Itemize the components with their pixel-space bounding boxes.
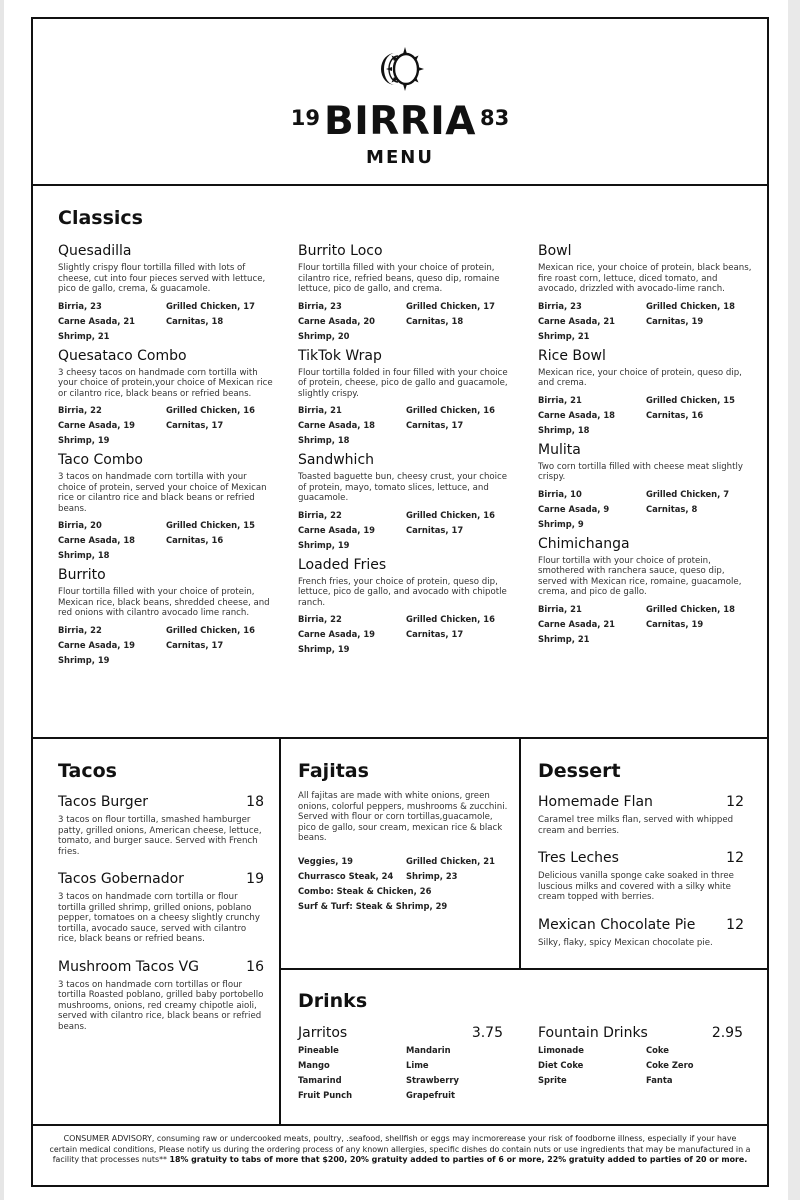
price-option: Carnitas, 17	[166, 639, 224, 650]
price-option: Combo: Steak & Chicken, 26	[298, 886, 432, 896]
price-option: Grilled Chicken, 16	[406, 614, 495, 624]
price-option: Carne Asada, 20	[298, 315, 376, 326]
item-header	[58, 958, 264, 976]
drink-flavor: Fanta	[646, 1075, 673, 1085]
tacos-list	[58, 793, 264, 1045]
drink-group-name: Jarritos	[298, 1025, 348, 1041]
drink-group-header	[298, 1024, 503, 1042]
sun-moon-icon	[373, 45, 429, 93]
classics-column	[538, 242, 753, 650]
price-option: Carne Asada, 19	[298, 629, 376, 639]
menu-subtitle: MENU	[366, 147, 434, 168]
item-name: Homemade Flan	[538, 794, 653, 810]
fajitas-prices	[298, 856, 516, 911]
price-option: Grilled Chicken, 21	[406, 856, 495, 866]
dessert-list	[538, 793, 744, 961]
item-name: Mexican Chocolate Pie	[538, 916, 696, 933]
item-name: Bowl	[538, 243, 572, 259]
price-option: Carne Asada, 21	[58, 315, 136, 326]
item-name: Taco Combo	[58, 452, 143, 468]
menu-item	[538, 441, 753, 529]
protein-prices	[298, 405, 513, 445]
price-option: Birria, 22	[298, 509, 342, 520]
page-edge-left	[0, 0, 4, 1200]
price-option: Carne Asada, 19	[58, 639, 136, 650]
item-description: Mexican rice, your choice of protein, queso dip, and crema.	[538, 367, 742, 388]
price-option: Carnitas, 19	[646, 315, 704, 326]
brand-name: BIRRIA	[324, 99, 476, 144]
drink-flavor: Grapefruit	[406, 1090, 455, 1100]
item-name: Tacos Burger	[58, 794, 149, 810]
item-description: Mexican rice, your choice of protein, black beans, fire roast corn, lettuce, diced tomato, and avocado, drizzled with avocado-lime ranch.	[538, 263, 752, 294]
menu-item	[538, 347, 753, 435]
price-option: Carnitas, 8	[646, 503, 698, 514]
item-name: Quesadilla	[58, 243, 132, 259]
drink-flavor: Sprite	[538, 1075, 567, 1085]
price-option: Birria, 20	[58, 520, 102, 530]
drink-flavor: Coke	[646, 1045, 669, 1055]
protein-prices	[58, 301, 273, 341]
drink-flavor: Diet Coke	[538, 1060, 584, 1070]
protein-prices	[538, 604, 753, 644]
item-name: Burrito Loco	[298, 243, 383, 259]
item-description: 3 tacos on flour tortilla, smashed hamburger patty, grilled onions, American cheese, lettuce, tomato, and burger sauce. Served with French fries.	[58, 815, 262, 857]
menu-page	[31, 17, 769, 1187]
item-price: 18	[246, 794, 264, 810]
price-option: Grilled Chicken, 7	[646, 488, 730, 499]
consumer-advisory	[33, 1126, 767, 1185]
price-option: Carne Asada, 21	[538, 315, 616, 326]
price-option: Carnitas, 18	[166, 315, 224, 326]
drink-group	[538, 1024, 743, 1085]
price-option: Grilled Chicken, 16	[406, 509, 495, 520]
price-option: Shrimp, 19	[298, 539, 350, 550]
tacos-section	[33, 739, 281, 1124]
price-option: Shrimp, 18	[58, 550, 110, 560]
price-option: Carnitas, 17	[406, 420, 464, 430]
item-name: Rice Bowl	[538, 347, 606, 364]
item-description: Toasted baguette bun, cheesy crust, your choice of protein, mayo, tomato slices, lettuce, and guacamole.	[298, 472, 508, 503]
price-option: Carne Asada, 9	[538, 503, 610, 514]
item-description: Flour tortilla filled with your choice of protein, Mexican rice, black beans, shredded cheese, and red onions with cilantro avocado lime ranch.	[58, 587, 270, 618]
section-title: Classics	[58, 207, 143, 229]
item-price: 19	[246, 871, 264, 887]
item-description: French fries, your choice of protein, queso dip, lettuce, pico de gallo, and avocado with chipotle ranch.	[298, 576, 507, 608]
menu-header	[33, 19, 767, 186]
protein-prices	[538, 395, 753, 435]
price-option: Grilled Chicken, 15	[646, 394, 735, 405]
item-price: 12	[726, 850, 744, 866]
lower-sections	[33, 739, 767, 1126]
item-name: Chimichanga	[538, 535, 630, 552]
price-option: Carnitas, 16	[646, 409, 704, 420]
item-header	[58, 870, 264, 888]
price-option: Birria, 23	[298, 300, 342, 311]
protein-prices	[538, 489, 753, 529]
classics-section	[33, 186, 767, 739]
menu-item	[538, 849, 744, 903]
drink-price: 2.95	[711, 1025, 743, 1041]
menu-item	[538, 535, 753, 644]
menu-item	[58, 242, 273, 341]
menu-item	[298, 556, 513, 655]
price-option: Grilled Chicken, 17	[166, 300, 255, 311]
drink-flavor: Fruit Punch	[298, 1090, 353, 1100]
item-name: Mushroom Tacos VG	[58, 958, 200, 975]
item-description: 3 tacos on handmade corn tortilla with your choice of protein, served your choice of Mexican rice or cilantro rice and black beans or refried beans.	[58, 472, 267, 514]
menu-item	[58, 451, 273, 560]
item-name: Sandwhich	[298, 452, 375, 468]
price-option: Carnitas, 17	[166, 420, 224, 430]
item-description: 3 tacos on handmade corn tortilla or flour tortilla grilled shrimp, grilled onions, poblano pepper, tomatoes on a cheesy slightly crunchy tortilla, avocado sauce, served with cilantro rice, black beans or refried beans.	[58, 892, 260, 944]
price-option: Grilled Chicken, 16	[406, 405, 495, 415]
dessert-section	[521, 739, 767, 970]
price-option: Shrimp, 19	[58, 654, 110, 665]
fajitas-section	[281, 739, 521, 970]
section-title: Fajitas	[298, 760, 369, 782]
price-option: Carne Asada, 18	[58, 535, 136, 545]
item-name: Mulita	[538, 441, 581, 458]
price-option: Carnitas, 17	[406, 524, 464, 535]
price-option: Shrimp, 21	[538, 330, 590, 341]
price-option: Shrimp, 18	[538, 424, 590, 435]
year-left: 19	[290, 106, 320, 130]
item-header	[538, 916, 744, 934]
price-option: Carne Asada, 18	[538, 409, 616, 420]
year-right: 83	[480, 106, 510, 130]
price-option: Birria, 22	[58, 405, 102, 415]
protein-prices	[298, 510, 513, 550]
drink-flavor: Pineable	[298, 1045, 339, 1055]
item-name: Tacos Gobernador	[58, 871, 184, 887]
menu-item	[298, 451, 513, 550]
protein-prices	[58, 520, 273, 560]
price-option: Carnitas, 18	[406, 315, 464, 326]
drink-flavor: Tamarind	[298, 1075, 342, 1085]
drink-flavor: Mandarin	[406, 1045, 451, 1055]
menu-item	[58, 870, 264, 945]
page-edge-right	[788, 0, 800, 1200]
price-option: Birria, 23	[538, 300, 582, 311]
price-option: Grilled Chicken, 18	[646, 300, 735, 311]
protein-prices	[58, 405, 273, 445]
menu-item	[58, 347, 273, 446]
price-option: Carnitas, 19	[646, 618, 704, 629]
price-option: Shrimp, 21	[58, 330, 110, 341]
drink-flavor: Limonade	[538, 1045, 584, 1055]
drink-group-name: Fountain Drinks	[538, 1025, 648, 1041]
fajitas-description: All fajitas are made with white onions, green onions, colorful peppers, mushrooms & zucchini. Served with flour or corn tortillas,guacamole, pico de gallo, sour cream, mexican rice & black beans.	[298, 791, 508, 843]
menu-item	[538, 793, 744, 836]
brand-logotype	[33, 99, 767, 144]
classics-column	[58, 242, 273, 671]
classics-column	[298, 242, 513, 660]
advisory-text: CONSUMER ADVISORY, consuming raw or undercooked meats, poultry, .seafood, shellfish or eggs may incmorerease your risk of foodborne illness, especially if your have certain medical conditions, Please notify us during the ordering process of any known allergies, specific dishes do contain nuts or use ingredients that may be manufactured in a facility that processes nuts**	[49, 1134, 751, 1165]
item-description: Slightly crispy flour tortilla filled with lots of cheese, cut into four pieces served with lettuce, pico de gallo, crema, & guacamole.	[58, 263, 266, 294]
menu-item	[58, 958, 264, 1033]
item-name: Tres Leches	[538, 850, 619, 866]
drink-group	[298, 1024, 503, 1100]
price-option: Shrimp, 20	[298, 330, 350, 341]
item-header	[538, 793, 744, 811]
section-title: Dessert	[538, 760, 621, 782]
price-option: Grilled Chicken, 16	[166, 624, 255, 635]
price-option: Surf & Turf: Steak & Shrimp, 29	[298, 901, 448, 911]
item-name: Burrito	[58, 567, 106, 583]
price-option: Shrimp, 21	[538, 633, 590, 644]
price-option: Shrimp, 19	[58, 435, 110, 445]
drink-flavor: Mango	[298, 1060, 330, 1070]
drink-flavor: Lime	[406, 1060, 429, 1070]
price-option: Birria, 22	[58, 624, 102, 635]
price-option: Birria, 10	[538, 488, 582, 499]
section-title: Tacos	[58, 760, 117, 782]
item-description: Flour tortilla folded in four filled with your choice of protein, cheese, pico de gallo and guacamole, slightly crispy.	[298, 367, 508, 399]
price-option: Grilled Chicken, 16	[166, 405, 255, 415]
price-option: Shrimp, 18	[298, 435, 350, 445]
drink-flavors	[298, 1045, 503, 1100]
price-option: Carnitas, 17	[406, 629, 464, 639]
price-option: Veggies, 19	[298, 856, 353, 866]
protein-prices	[298, 614, 513, 654]
item-header	[538, 849, 744, 867]
item-description: Delicious vanilla sponge cake soaked in three luscious milks and covered with a silky white cream topped with berries.	[538, 871, 734, 902]
price-option: Birria, 21	[538, 603, 582, 614]
item-name: TikTok Wrap	[298, 347, 382, 364]
price-option: Shrimp, 9	[538, 518, 584, 529]
menu-item	[58, 566, 273, 665]
item-description: Flour tortilla filled with your choice of protein, cilantro rice, refried beans, queso dip, romaine lettuce, pico de gallo, and crema.	[298, 263, 500, 294]
item-description: Flour tortilla with your choice of protein, smothered with ranchera sauce, queso dip, served with Mexican rice, romaine, guacamole, crema, and pico de gallo.	[538, 555, 742, 597]
price-option: Churrasco Steak, 24	[298, 871, 394, 881]
menu-item	[58, 793, 264, 857]
item-price: 12	[726, 794, 744, 810]
drinks-section	[281, 970, 767, 1124]
price-option: Birria, 23	[58, 300, 102, 311]
item-name: Loaded Fries	[298, 556, 387, 573]
price-option: Birria, 21	[538, 394, 582, 405]
drink-price: 3.75	[471, 1025, 503, 1041]
protein-prices	[538, 301, 753, 341]
drink-flavors	[538, 1045, 743, 1085]
price-option: Birria, 21	[298, 405, 342, 415]
item-description: Caramel tree milks flan, served with whipped cream and berries.	[538, 815, 734, 836]
item-description: Silky, flaky, spicy Mexican chocolate pie.	[538, 937, 713, 948]
item-description: 3 tacos on handmade corn tortillas or flour tortilla Roasted poblano, grilled baby portobello mushrooms, onions, red creamy chipotle aioli, served with cilantro rice, black beans or refried beans.	[58, 979, 264, 1032]
price-option: Shrimp, 19	[298, 644, 350, 654]
item-description: 3 cheesy tacos on handmade corn tortilla with your choice of protein,your choice of Mexican rice or cilantro rice, black beans or refried beans.	[58, 367, 273, 399]
price-option: Carne Asada, 18	[298, 420, 376, 430]
price-option: Carne Asada, 19	[58, 420, 136, 430]
section-title: Drinks	[298, 990, 368, 1012]
price-option: Carnitas, 16	[166, 535, 224, 545]
item-name: Quesataco Combo	[58, 347, 187, 364]
item-price: 12	[726, 916, 744, 933]
drink-flavor: Strawberry	[406, 1075, 459, 1085]
price-option: Birria, 22	[298, 614, 342, 624]
price-option: Grilled Chicken, 15	[166, 520, 255, 530]
price-option: Carne Asada, 21	[538, 618, 616, 629]
gratuity-notice: 18% gratuity to tabs of more that $200, 20% gratuity added to parties of 6 or more, 22% gratuity added to parties of 20 or more.	[169, 1155, 748, 1165]
drink-group-header	[538, 1024, 743, 1042]
price-option: Grilled Chicken, 17	[406, 300, 495, 311]
menu-item	[298, 347, 513, 446]
menu-item	[538, 916, 744, 949]
menu-item	[538, 242, 753, 341]
price-option: Grilled Chicken, 18	[646, 603, 735, 614]
protein-prices	[298, 301, 513, 341]
price-option: Shrimp, 23	[406, 871, 458, 881]
protein-prices	[58, 625, 273, 665]
price-option: Carne Asada, 19	[298, 524, 376, 535]
item-description: Two corn tortilla filled with cheese meat slightly crispy.	[538, 461, 743, 482]
menu-item	[298, 242, 513, 341]
item-header	[58, 793, 264, 811]
drink-flavor: Coke Zero	[646, 1060, 694, 1070]
item-price: 16	[246, 958, 264, 975]
